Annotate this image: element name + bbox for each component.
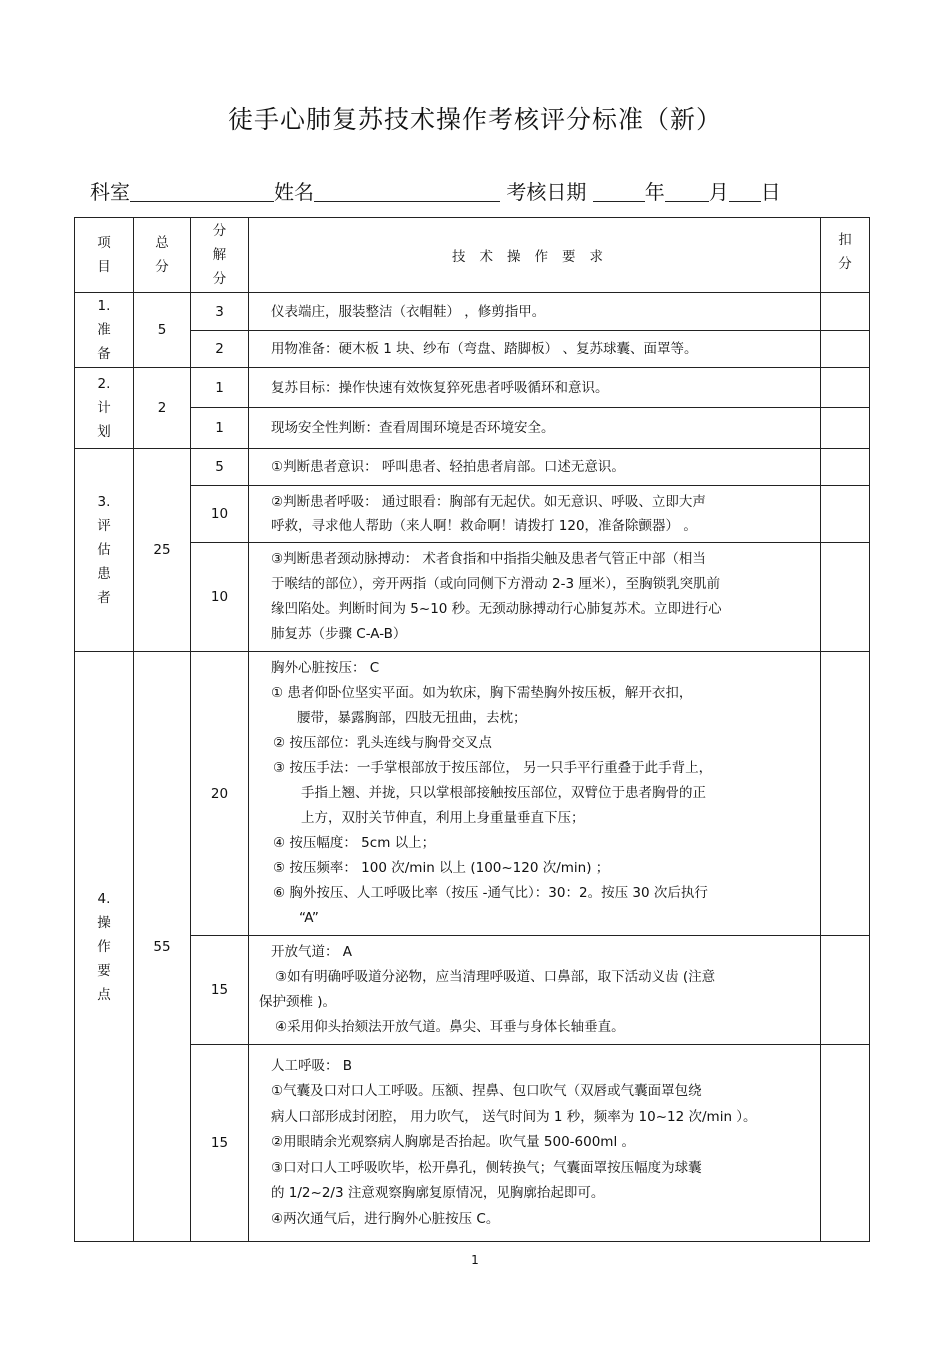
header-subscore: 分 解 分 xyxy=(191,218,249,293)
dept-label: 科室 xyxy=(90,180,130,204)
section-total: 25 xyxy=(134,449,191,652)
row-requirement: 复苏目标：操作快速有效恢复猝死患者呼吸循环和意识。 xyxy=(249,368,821,408)
row-score: 3 xyxy=(191,293,249,331)
deduct-cell[interactable] xyxy=(821,652,870,936)
name-label: 姓名 xyxy=(274,180,314,204)
row-requirement: ①判断患者意识： 呼叫患者、轻拍患者肩部。口述无意识。 xyxy=(249,449,821,486)
table-row xyxy=(75,652,870,936)
deduct-cell[interactable] xyxy=(821,368,870,408)
day-label: 日 xyxy=(760,180,781,204)
table-row xyxy=(75,408,870,449)
row-requirement: 仪表端庄，服装整洁（衣帽鞋） ，修剪指甲。 xyxy=(249,293,821,331)
info-line xyxy=(90,176,781,205)
deduct-cell[interactable] xyxy=(821,1045,870,1242)
row-requirement: ②判断患者呼吸： 通过眼看：胸部有无起伏。如无意识、呼吸、立即大声 呼救，寻求他人帮助（来人啊！救命啊！请拨打 120，准备除颤器） 。 xyxy=(249,486,821,543)
row-score: 15 xyxy=(191,936,249,1045)
page-number: 1 xyxy=(471,1253,479,1267)
section-name: 2. 计 划 xyxy=(75,368,134,449)
section-name: 4. 操 作 要 点 xyxy=(75,652,134,1242)
header-total: 总 分 xyxy=(134,218,191,293)
name-blank[interactable] xyxy=(314,181,500,202)
scoring-table xyxy=(74,217,870,1242)
date-label: 考核日期 xyxy=(506,180,587,204)
year-blank[interactable] xyxy=(593,181,645,202)
dept-blank[interactable] xyxy=(130,181,274,202)
section-name: 1. 准 备 xyxy=(75,293,134,368)
section-total: 2 xyxy=(134,368,191,449)
row-score: 1 xyxy=(191,368,249,408)
deduct-cell[interactable] xyxy=(821,543,870,652)
row-requirement: 开放气道： A ③如有明确呼吸道分泌物，应当清理呼吸道、口鼻部，取下活动义齿 (注意 保护颈椎 )。 ④采用仰头抬颏法开放气道。鼻尖、耳垂与身体长轴垂直。 xyxy=(249,936,821,1045)
row-requirement: 胸外心脏按压： C ① 患者仰卧位坚实平面。如为软床，胸下需垫胸外按压板，解开衣扣， 腰带，暴露胸部，四肢无扭曲，去枕； ② 按压部位：乳头连线与胸骨交叉点 ③ 按压手法：一手掌根部放于按压部位， 另一只手平行重叠于此手背上， 手指上翘、并拢，只以掌根部接触按压部位，双臂位于患者胸骨的正 上方，双肘关节伸直，利用上身重量垂直下压； ④ 按压幅度： 5cm 以上； ⑤ 按压频率： 100 次/min 以上 (100~120 次/min) ； ⑥ 胸外按压、人工呼吸比率（按压 -通气比）：30：2。按压 30 次后执行 “A” xyxy=(249,652,821,936)
section-name: 3. 评 估 患 者 xyxy=(75,449,134,652)
row-score: 2 xyxy=(191,331,249,368)
section-total: 55 xyxy=(134,652,191,1242)
page-title: 徒手心肺复苏技术操作考核评分标准（新） xyxy=(227,105,722,134)
row-score: 10 xyxy=(191,486,249,543)
table-row xyxy=(75,1045,870,1242)
row-requirement: 用物准备：硬木板 1 块、纱布（弯盘、踏脚板） 、复苏球囊、面罩等。 xyxy=(249,331,821,368)
table-row xyxy=(75,293,870,331)
row-score: 20 xyxy=(191,652,249,936)
deduct-cell[interactable] xyxy=(821,449,870,486)
table-row xyxy=(75,936,870,1045)
header-row xyxy=(75,218,870,293)
header-deduct: 扣 分 xyxy=(821,218,870,293)
row-requirement: 人工呼吸： B ①气囊及口对口人工呼吸。压额、捏鼻、包口吹气（双唇或气囊面罩包绕 病人口部形成封闭腔， 用力吹气， 送气时间为 1 秒，频率为 10~12 次/min ）。 ②用眼睛余光观察病人胸廓是否抬起。吹气量 500-600ml 。 ③口对口人工呼吸吹毕，松开鼻孔，侧转换气；气囊面罩按压幅度为球囊 的 1/2~2/3 注意观察胸廓复原情况，见胸廓抬起即可。 ④两次通气后，进行胸外心脏按压 C。 xyxy=(249,1045,821,1242)
deduct-cell[interactable] xyxy=(821,486,870,543)
deduct-cell[interactable] xyxy=(821,408,870,449)
month-blank[interactable] xyxy=(665,181,709,202)
table-row xyxy=(75,543,870,652)
deduct-cell[interactable] xyxy=(821,293,870,331)
row-score: 15 xyxy=(191,1045,249,1242)
row-requirement: ③判断患者颈动脉搏动： 术者食指和中指指尖触及患者气管正中部（相当 于喉结的部位），旁开两指（或向同侧下方滑动 2-3 厘米），至胸锁乳突肌前 缘凹陷处。判断时间为 5~10 秒。无颈动脉搏动行心肺复苏术。立即进行心 肺复苏（步骤 C-A-B） xyxy=(249,543,821,652)
table-row xyxy=(75,449,870,486)
row-requirement: 现场安全性判断：查看周围环境是否环境安全。 xyxy=(249,408,821,449)
day-blank[interactable] xyxy=(729,181,761,202)
deduct-cell[interactable] xyxy=(821,936,870,1045)
year-label: 年 xyxy=(644,180,665,204)
deduct-cell[interactable] xyxy=(821,331,870,368)
header-requirement: 技术操作要求 xyxy=(249,218,821,293)
table-row xyxy=(75,486,870,543)
header-item: 项 目 xyxy=(75,218,134,293)
table-row xyxy=(75,331,870,368)
row-score: 5 xyxy=(191,449,249,486)
table-row xyxy=(75,368,870,408)
section-total: 5 xyxy=(134,293,191,368)
month-label: 月 xyxy=(708,180,729,204)
row-score: 10 xyxy=(191,543,249,652)
row-score: 1 xyxy=(191,408,249,449)
